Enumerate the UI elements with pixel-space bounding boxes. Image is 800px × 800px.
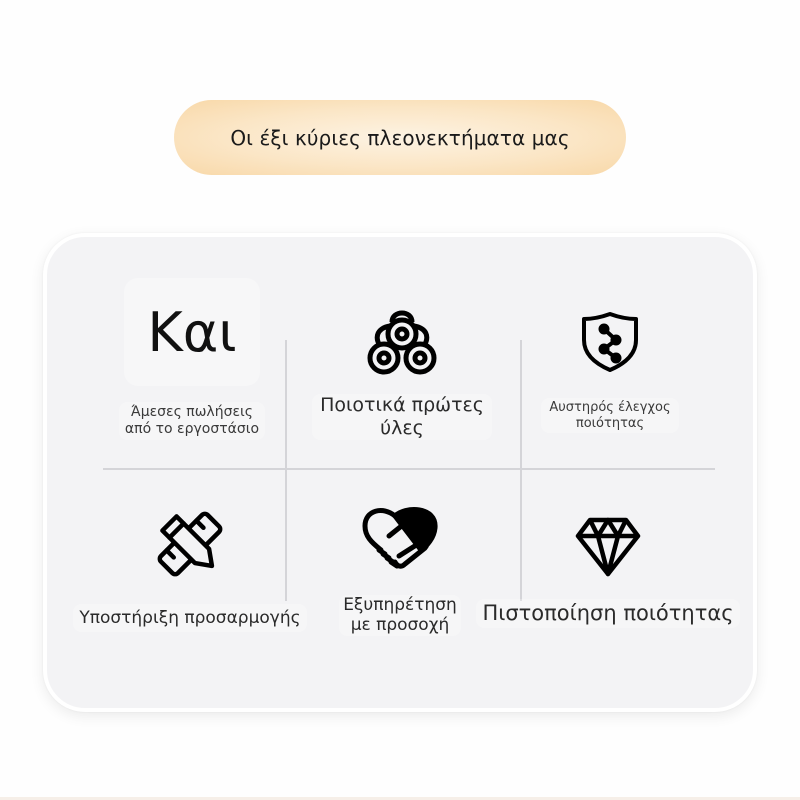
title-banner (174, 100, 626, 175)
feature-attentive-service (322, 505, 478, 636)
feature-label: Υποστήριξη προσαρμογής (73, 604, 306, 632)
feature-label: Αυστηρός έλεγχος ποιότητας (541, 398, 678, 433)
pencil-ruler-icon (154, 508, 226, 580)
feature-1-icon-box (124, 278, 260, 386)
feature-customization-support (62, 508, 318, 632)
kai-text-icon: Και (147, 300, 237, 364)
feature-factory-direct (104, 402, 280, 440)
rolls-icon (364, 306, 440, 378)
shield-icon (578, 310, 642, 372)
feature-raw-materials (302, 306, 502, 440)
feature-label: Πιστοποίηση ποιότητας (476, 599, 739, 628)
feature-quality-certification (466, 515, 750, 628)
feature-label: Ποιοτικά πρώτες ύλες (312, 394, 492, 440)
horizontal-divider (103, 468, 715, 470)
feature-label: Εξυπηρέτηση με προσοχή (339, 595, 461, 636)
diamond-icon (573, 515, 643, 579)
page-title: Οι έξι κύριες πλεονεκτήματα μας (230, 125, 570, 150)
feature-label: Άμεσες πωλήσεις από το εργοστάσιο (119, 402, 265, 440)
handshake-heart-icon (358, 505, 442, 577)
feature-quality-control (530, 310, 690, 433)
